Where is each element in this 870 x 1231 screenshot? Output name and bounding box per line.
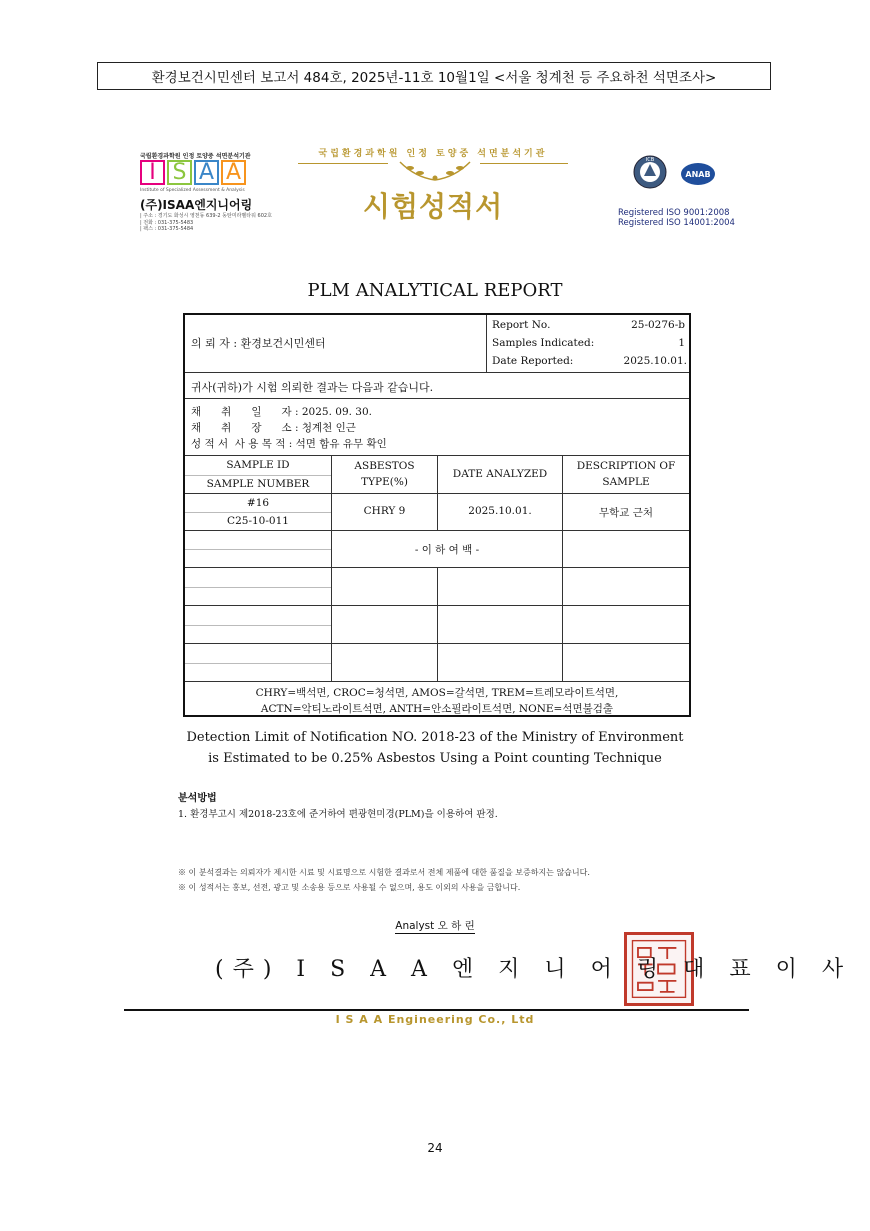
report-no-value: 25-0276-b [631, 319, 685, 331]
vrule-col3 [562, 455, 563, 681]
col-description: DESCRIPTION OF [576, 460, 676, 472]
logo-company-name: (주)ISAA엔지니어링 [140, 198, 253, 212]
footer-company-english: I S A A Engineering Co., Ltd [335, 1013, 535, 1026]
icb-label: ICB [645, 157, 655, 163]
certification-caption: 국립환경과학원 인정 토양중 석면분석기관 [318, 149, 548, 159]
client-label: 의 뢰 자 : 환경보건시민센터 [191, 337, 326, 350]
rule-intro [185, 398, 689, 399]
rule-row4-split [185, 625, 331, 626]
date-reported-label: Date Reported: [492, 355, 574, 367]
vrule-col1 [331, 455, 332, 681]
rule-row5-split [185, 663, 331, 664]
date-reported-value: 2025.10.01. [623, 355, 687, 367]
sampling-date: 채 취 일 자 : 2025. 09. 30. [191, 406, 372, 418]
legend-line-2: ACTN=악티노라이트석면, ANTH=안소필라이트석면, NONE=석면불검출 [260, 703, 614, 715]
report-header [97, 62, 771, 90]
vrule-col2-rows [437, 567, 438, 681]
method-heading: 분석방법 [178, 793, 217, 804]
rule-row1-split [185, 512, 331, 513]
gold-divider-right [480, 163, 568, 164]
document-title-korean: 시험성적서 [362, 190, 504, 223]
legend-line-1: CHRY=백석면, CROC=청석면, AMOS=갈석면, TREM=트레모라이트석면, [255, 687, 619, 699]
row1-description: 무학교 근처 [598, 507, 654, 519]
address-line: | 주소 : 경기도 화성시 영천동 639-2 동탄미라벨타워 602호 [140, 213, 272, 219]
header-text: 환경보건시민센터 보고서 484호, 2025년-11호 10월1일 <서울 청계천 등 주요하천 석면조사> [151, 70, 717, 86]
col-date-analyzed: DATE ANALYZED [452, 468, 548, 480]
logo-letter-s: S [167, 160, 192, 185]
rule-row5 [185, 681, 689, 682]
anab-label: ANAB [685, 170, 711, 179]
rule-row1 [185, 530, 689, 531]
col-sample-number: SAMPLE NUMBER [206, 478, 310, 490]
vrule-client [486, 315, 487, 372]
sampling-location: 채 취 장 소 : 청계천 인근 [191, 422, 356, 434]
row1-sample-id: #16 [246, 497, 270, 509]
logo-subtitle: Institute of Specialized Assessment & Analysis [140, 188, 245, 193]
detection-line-2: is Estimated to be 0.25% Asbestos Using a Point counting Technique [208, 751, 662, 766]
footer-rule [124, 1009, 749, 1011]
samples-value: 1 [678, 337, 685, 349]
rule-header-split [185, 475, 331, 476]
col-asbestos: ASBESTOS [354, 460, 415, 472]
isaa-logo [140, 160, 246, 185]
row1-asbestos-type: CHRY 9 [363, 505, 406, 517]
page-number: 24 [427, 1141, 443, 1155]
method-text: 1. 환경부고시 제2018-23호에 준거하여 편광현미경(PLM)을 이용하여 판정. [178, 809, 498, 820]
report-title: PLM ANALYTICAL REPORT [307, 280, 563, 301]
samples-label: Samples Indicated: [492, 337, 595, 349]
logo-address [140, 213, 280, 233]
detection-line-1: Detection Limit of Notification NO. 2018-23 of the Ministry of Environment [186, 730, 684, 745]
rule-client [185, 372, 689, 373]
iso-14001: Registered ISO 14001:2004 [618, 218, 735, 228]
anab-logo-icon [680, 162, 716, 186]
analyst-name: Analyst 오 하 린 [395, 920, 475, 932]
results-table [183, 313, 691, 717]
col-type: TYPE(%) [361, 476, 408, 488]
intro-text: 귀사(귀하)가 시험 의뢰한 결과는 다음과 같습니다. [191, 381, 434, 394]
row1-date-analyzed: 2025.10.01. [468, 505, 532, 517]
rule-row2-split [185, 549, 331, 550]
blank-below-note: - 이 하 여 백 - [414, 544, 480, 556]
col-sample: SAMPLE [602, 476, 650, 488]
logo-tag: 국립환경과학원 인정 토양중 석면분석기관 [140, 153, 251, 160]
row1-sample-number: C25-10-011 [227, 515, 289, 527]
iso-9001: Registered ISO 9001:2008 [618, 208, 730, 218]
laurel-ornament-icon [390, 158, 480, 182]
note-2: ※ 이 성적서는 홍보, 선전, 광고 및 소송용 등으로 사용될 수 없으며, 용도 이외의 사용을 금합니다. [178, 883, 521, 892]
company-representative: (주) I S A A 엔 지 니 어 링 대 표 이 사 [215, 957, 853, 982]
logo-letter-a2: A [221, 160, 246, 185]
logo-letter-i: I [140, 160, 165, 185]
report-purpose: 성 적 서 사 용 목 적 : 석면 함유 유무 확인 [191, 438, 387, 450]
rule-row3-split [185, 587, 331, 588]
analyst-line [0, 918, 870, 933]
phone-line: | 전화 : 031-375-5483 [140, 219, 194, 226]
logo-letter-a1: A [194, 160, 219, 185]
fax-line: | 팩스 : 031-375-5484 [140, 226, 194, 232]
gold-divider-left [298, 163, 388, 164]
note-1: ※ 이 분석결과는 의뢰자가 제시한 시료 및 시료명으로 시험한 결과로서 전체 제품에 대한 품질을 보증하지는 않습니다. [178, 868, 590, 877]
icb-seal-icon [632, 154, 668, 190]
report-no-label: Report No. [492, 319, 551, 331]
col-sample-id: SAMPLE ID [226, 459, 290, 471]
iso-registration [618, 208, 735, 228]
